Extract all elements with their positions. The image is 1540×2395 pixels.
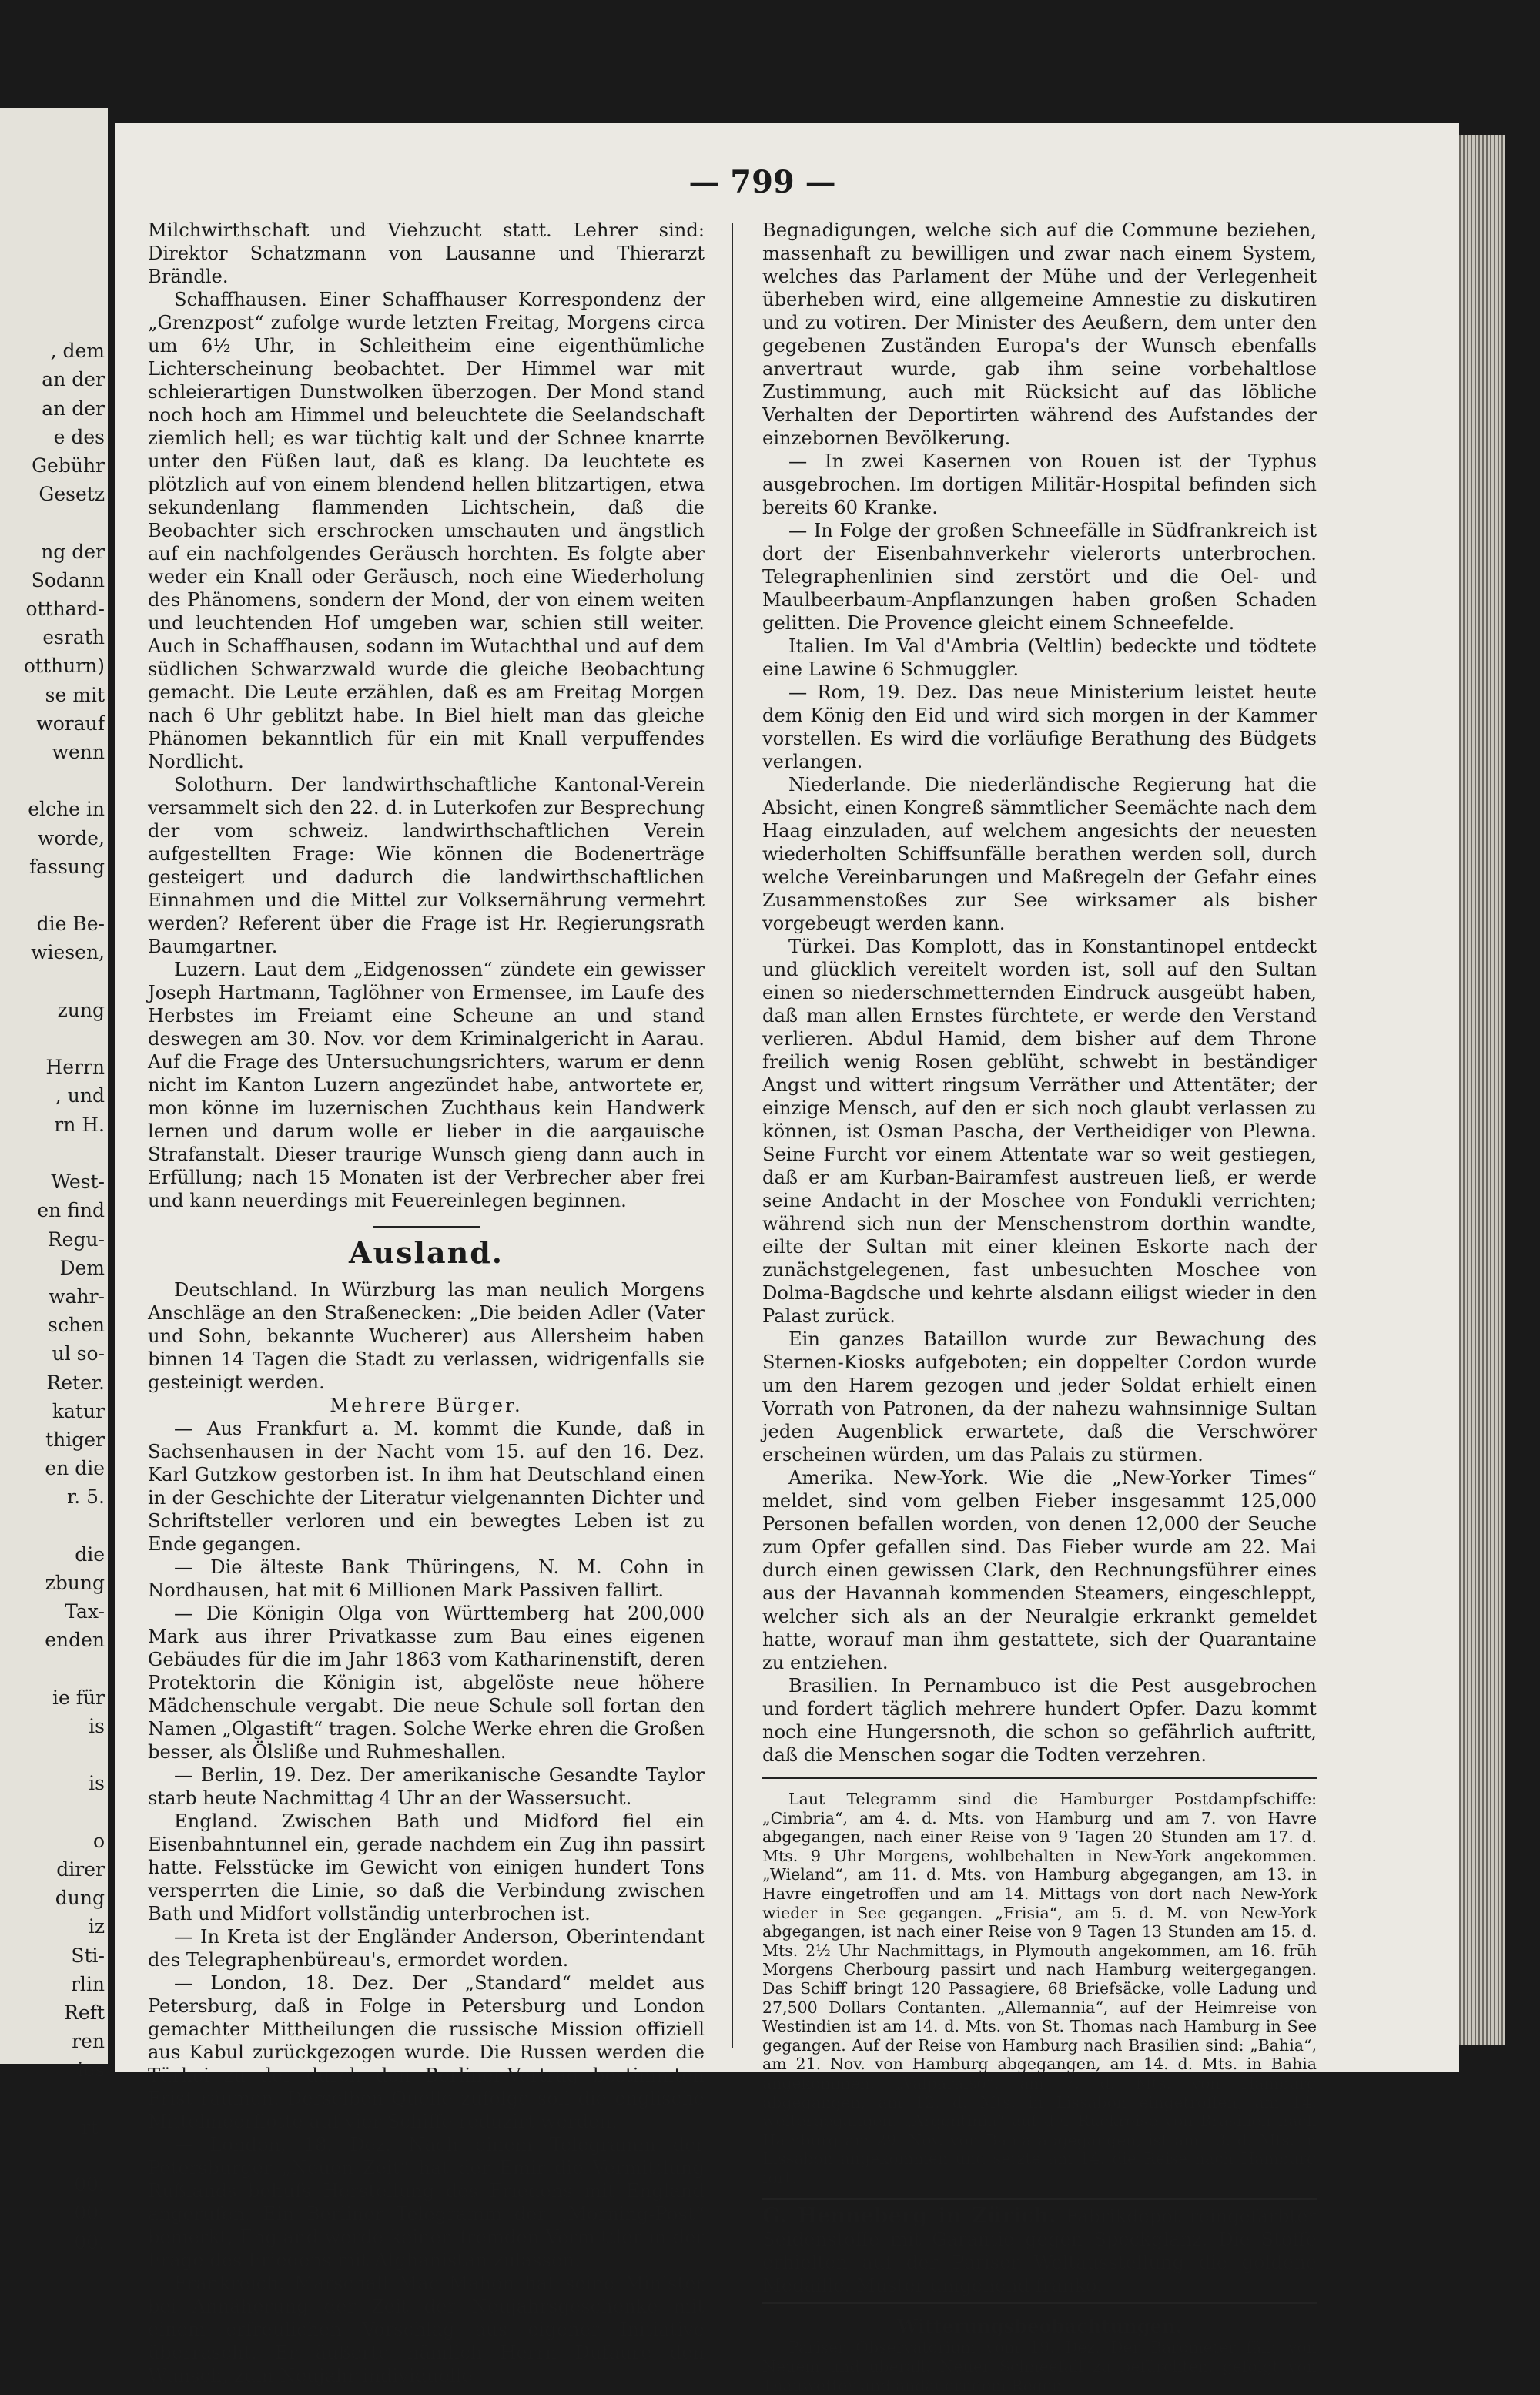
left-fragment-line: [3, 2142, 105, 2170]
left-fragment-line: [3, 766, 105, 795]
left-fragment-line: [3, 1655, 105, 1683]
left-fragment-line: elche in: [28, 798, 105, 821]
weather-text: Pariser Observatorium vom 19. Dez. Der Barometer fällt von Neuem und überall. Neuer Schneefall zu befürchten, gefolgt von Thauwetter und andauerndem Regen.: [762, 2338, 1317, 2395]
article-amerika: Amerika. New-York. Wie die „New-Yorker Times“ meldet, sind vom gelben Fieber insgesammt 125,000 Personen befallen worden, von denen 12,000 der Seuche zum Opfer gefallen sind. Das Fieber wurde am 22. Mai durch einen gewissen Clark, den Rechnungsführer eines aus der Havannah kommenden Steamers, eingeschleppt, welcher sich als an der Neuralgie erkrankt gemeldet hatte, worauf man ihm gestattete, sich der Quarantaine zu entziehen.: [762, 1467, 1317, 1673]
left-fragment-line: ies: [77, 2058, 105, 2082]
left-fragment-line: Herrn: [45, 1056, 105, 1079]
left-fragment-line: e des: [53, 425, 105, 448]
left-fragment-line: se mit: [45, 683, 105, 706]
article-london-1: — London, 18. Dez. Der „Standard“ meldet aus Petersburg, daß in Folge in Petersburg und London gemachter Mittheilungen die russische Mission offiziell aus Kabul zurückgezogen wurde. Die Russen werden die Türkei zu der durch den Berliner-Vertrag bestimmten Frist räumen. Derselben Quelle zufolge soll die englische Mittelmeerflotte auf vier Schiffe reduzirt werden.: [148, 1972, 705, 2132]
left-fragment-line: Gesetz: [38, 483, 105, 506]
article-bank: — Die älteste Bank Thüringens, N. M. Cohn in Nordhausen, hat mit 6 Millionen Mark Passiven fallirt.: [148, 1556, 705, 1601]
article-niederlande: Niederlande. Die niederländische Regierung hat die Absicht, einen Kongreß sämmtlicher Seemächte nach dem Haag einzuladen, auf welchem angesichts der neuesten wiederholten Schiffsunfälle berathen werden soll, durch welche Vereinbarungen und Maßregeln der Gefahr eines Zusammenstoßes zur See wirksamer als bisher vorgebeugt werden kann.: [762, 774, 1317, 934]
left-fragment-line: Gebühr: [32, 454, 105, 477]
article-rouen: — In zwei Kasernen von Rouen ist der Typhus ausgebrochen. Im dortigen Militär-Hospital befinden sich bereits 60 Kranke.: [762, 451, 1317, 518]
article-rom: — Rom, 19. Dez. Das neue Ministerium leistet heute dem König den Eid und wird sich morgen in der Kammer vorstellen. Es wird die vorläufige Berathung des Büdgets verlangen.: [762, 682, 1317, 772]
left-fragment-line: esrath: [42, 626, 105, 649]
left-page-text: [3, 308, 105, 2371]
left-fragment-line: [3, 308, 105, 337]
left-fragment-line: [3, 967, 105, 996]
section-heading-ausland: Ausland.: [349, 1235, 504, 1270]
advert-henneberg: [762, 2198, 1317, 2304]
left-fragment-line: [3, 1740, 105, 1769]
left-fragment-line: die: [75, 1543, 105, 1566]
left-fragment-line: direr: [56, 1857, 105, 1881]
left-fragment-line: [3, 2342, 105, 2370]
left-fragment-line: wahr-: [49, 1285, 105, 1308]
left-fragment-line: en find: [37, 1199, 105, 1222]
left-fragment-line: wenn: [52, 741, 105, 764]
left-fragment-line: zbung: [45, 1571, 105, 1594]
left-fragment-line: rlin: [70, 1972, 105, 1995]
left-fragment-line: [3, 2256, 105, 2285]
left-fragment-line: Tax-: [65, 1600, 105, 1623]
left-fragment-line: en die: [45, 1457, 105, 1480]
article-brasilien: Brasilien. In Pernambuco ist die Pest ausgebrochen und fordert täglich mehrere hundert Opfer. Dazu kommt noch eine Hungersnoth, die schon so gefährlich auftritt, daß die Menschen sogar die Todten verzehren.: [762, 1675, 1317, 1766]
left-fragment-line: an der: [42, 397, 105, 420]
article-luzern: Luzern. Laut dem „Eidgenossen“ zündete ein gewisser Joseph Hartmann, Taglöhner von Ermensee, im Laufe des Herbstes im Freiamt eine Scheune an und stand deswegen am 30. Nov. vor dem Kriminalgericht in Aarau. Auf die Frage des Untersuchungsrichters, warum er denn nicht im Kanton Luzern angezündet habe, antwortete er, mon könne im luzernischen Zuchthaus kein Handwerk lernen und darum wolle er lieber in die aargauische Strafanstalt. Dieser traurige Wunsch gieng dann auch in Erfüllung; nach 15 Monaten ist der Verbrecher aber frei und kann neuerdings mit Feuereinlegen beginnen.: [148, 959, 705, 1211]
article-frankreich: Frankreich. Marschall Mac Mahon hat seine Minister bei Annäherung der Zeit der Neujahrsgeschenke mit einem erfreulichen Vorschlag aus eigener Initiative überrascht. Er äußerte nämlich Herrn Dufaure den Wunsch, zum Neujahr individuelle: [148, 2273, 705, 2387]
article-italien: Italien. Im Val d'Ambria (Veltlin) bedeckte und tödtete eine Lawine 6 Schmuggler.: [762, 635, 1317, 680]
article-bataillon: Ein ganzes Bataillon wurde zur Bewachung des Sternen-Kiosks aufgeboten; ein doppelter Cordon wurde um den Harem gezogen und jeder Soldat erhielt einen Vorrath von Patronen, da der nahezu wahnsinnige Sultan jeden Augenblick erwartete, daß die Verschwörer erscheinen würden, um das Palais zu stürmen.: [762, 1328, 1317, 1465]
article-london-2: — London, 18. Dez. Nach einem Telegramm der Petersburger „Neuen Zeit“ hat der Emir die Vermittlung Rußlands behufs Herstellung des Friedens mit England angerufen. Ein Berliner Telegramm der „Morning-Post“ bemerkt, England werde keinen fremden Vermittler in der Frage des Friedens mit Afghanistan zulassen.: [148, 2134, 705, 2271]
left-fragment-line: West-: [51, 1171, 105, 1194]
weather-title: Witterungsbeobachtungen.: [896, 2315, 1183, 2338]
section-rule: [373, 1226, 480, 1228]
left-fragment-line: is: [89, 1714, 105, 1737]
left-fragment-line: Sodann: [31, 568, 105, 591]
left-fragment-line: worauf: [36, 712, 105, 735]
article-schaffhausen: Schaffhausen. Einer Schaffhauser Korrespondenz der „Grenzpost“ zufolge wurde letzten Freitag, Morgens circa um 6½ Uhr, in Schleitheim eine eigenthümliche Lichterscheinung beobachtet. Der Himmel war mit schleierartigen Dunstwolken überzogen. Der Mond stand noch hoch am Himmel und beleuchtete die Seelandschaft ziemlich hell; es war tüchtig kalt und der Schnee knarrte unter den Füßen laut, daß es klang. Da leuchtete es plötzlich auf von einem blendend hellen blitzartigen, etwa sekundenlang flammenden Lichtschein, daß die Beobachter sich erschrocken umschauten und ängstlich auf ein nachfolgendes Geräusch horchten. Es folgte aber weder ein Knall oder Geräusch, noch eine Wiederholung des Phänomens, sondern der Mond, der von einem weiten und leuchtenden Hof umgeben war, schien still weiter. Auch in Schaffhausen, sodann im Wutachthal und auf dem südlichen Schwarzwald wurde die gleiche Beobachtung gemacht. Die Leute erzählen, daß es am Freitag Morgen nach 6 Uhr geblitzt habe. In Biel hielt man das gleiche Phänomen bekanntlich für ein mit Knall verpuffendes Nordlicht.: [148, 289, 705, 772]
article-tuerkei: Türkei. Das Komplott, das in Konstantinopel entdeckt und glücklich vereitelt worden ist, soll auf den Sultan einen so niederschmetternden Eindruck ausgeübt haben, daß man allen Ernstes fürchtete, er werde den Verstand verlieren. Abdul Hamid, dem bisher auf dem Throne freilich wenig Rosen geblüht, schwebt in beständiger Angst und wittert ringsum Verräther und Attentäter; der einzige Mensch, auf den er sich noch glaubt verlassen zu können, ist Osman Pascha, der Vertheidiger von Plewna. Seine Furcht vor einem Attentate war so weit gestiegen, daß er am Kurban-Bairamfest austreuen ließ, er werde seine Andacht in der Moschee von Fondukli verrichten; während sich nun der Menschenstrom dorthin wandte, eilte der Sultan mit einer kleinen Eskorte nach der zunächstgelegenen, fast unbesuchten Moschee von Dolma-Bagdsche und kehrte alsdann eiligst wieder in den Palast zurück.: [762, 936, 1317, 1327]
left-fragment-line: otthard-: [25, 598, 105, 621]
left-fragment-line: Regu-: [47, 1228, 105, 1251]
article-suedfrankreich: — In Folge der großen Schneefälle in Südfrankreich ist dort der Eisenbahnverkehr vielerorts unterbrochen. Telegraphenlinien sind zerstört und die Oel- und Maulbeerbaum-Anpflanzungen haben großen Schaden gelitten. Die Provence gleicht einem Schneefelde.: [762, 520, 1317, 634]
left-fragment-line: dung: [55, 1887, 105, 1910]
left-fragment-line: is: [89, 1772, 105, 1795]
left-fragment-line: katur: [52, 1399, 105, 1422]
left-fragment-line: schen: [48, 1314, 105, 1337]
left-fragment-line: r. 5.: [67, 1486, 105, 1509]
telegram-notice: Laut Telegramm sind die Hamburger Postdampfschiffe: „Cimbria“, am 4. d. Mts. von Hamburg und am 7. von Havre abgegangen, nach einer Reise von 9 Tagen 20 Stunden am 17. d. Mts. 9 Uhr Morgens, wohlbehalten in New-York angekommen. „Wieland“, am 11. d. Mts. von Hamburg abgegangen, am 13. in Havre eingetroffen und am 14. Mittags von dort nach New-York wieder in See gegangen. „Frisia“, am 5. d. M. von New-York abgegangen, ist nach einer Reise von 9 Tagen 13 Stunden am 15. d. Mts. 2½ Uhr Nachmittags, in Plymouth angekommen, am 16. früh Morgens Cherbourg passirt und nach Hamburg weitergegangen. Das Schiff bringt 120 Passagiere, 68 Briefsäcke, volle Ladung und 27,500 Dollars Contanten. „Allemannia“, auf der Heimreise von Westindien ist am 14. d. Mts. von St. Thomas nach Hamburg in See gegangen. Auf der Reise von Hamburg nach Brasilien sind: „Bahia“, am 21. Nov. von Hamburg abgegangen, am 14. d. Mts. in Bahia angekommen. „Valparaiso“, am 7. d. Mts. von Hamburg abgegangen, am 12. d. Mts. in Lissabon eingetroffen, am 14. weitergegangen. „Argentinia“ auf der Rückreise von Brasilien nach Hamburg am 29. Nov. von Bahia abgegangen, ist am 13. d. Mts. in Lissabon angekommen und setzte am 14. die Reise nach Hamburg fort.: [762, 1790, 1317, 2187]
left-fragment-line: [3, 1024, 105, 1053]
advert-text: Fabrikdepot reingefärbter Seidenstoffe mit Garantie gegen Speckglanz. Die Stoffe erhielten auf der Pariser Weltausstellung die goldene Medaille. Muster umgehend franko.: [762, 2206, 1317, 2297]
left-page-fragment: [0, 108, 108, 2253]
left-fragment-line: otthurn): [23, 655, 105, 678]
left-fragment-line: 00.: [74, 2202, 105, 2225]
left-fragment-line: Reter.: [46, 1371, 105, 1394]
left-fragment-line: rt-: [81, 2115, 105, 2139]
article-kreta: — In Kreta ist der Engländer Anderson, Oberintendant des Telegraphenbüreau's, ermordet worden.: [148, 1926, 705, 1971]
left-fragment-line: thiger: [45, 1428, 105, 1451]
left-fragment-line: [3, 2085, 105, 2113]
left-fragment-line: wiesen,: [31, 941, 105, 964]
left-fragment-line: iz: [88, 1915, 105, 1938]
signature: Mehrere Bürger.: [330, 1395, 523, 1416]
left-fragment-line: , dem: [50, 340, 105, 363]
left-fragment-line: [3, 508, 105, 537]
left-fragment-line: [3, 2313, 105, 2342]
article-england: England. Zwischen Bath und Midford fiel ein Eisenbahntunnel ein, gerade nachdem ein Zug ihn passirt hatte. Felsstücke im Gewicht von einigen hundert Tons versperrten die Linie, so daß die Verbindung zwischen Bath und Midfort vollständig unterbrochen ist.: [148, 1810, 705, 1924]
column-divider: [732, 223, 733, 2048]
left-fragment-line: rn H.: [54, 1113, 105, 1136]
article-frankreich-cont: Begnadigungen, welche sich auf die Commune beziehen, massenhaft zu bewilligen und zwar nach einem System, welches das Parlament der Mühe und der Verlegenheit überheben wird, eine allgemeine Amnestie zu diskutiren und zu votiren. Der Minister des Aeußern, dem unter den gegebenen Zuständen Europa's der Wunsch ebenfalls anvertraut wurde, gab ihm seine vorbehaltlose Zustimmung, auch mit Rücksicht auf das löbliche Verhalten der Deportirten während des Aufstandes der einzebornen Bevölkerung.: [762, 219, 1317, 449]
left-fragment-line: ul so-: [52, 1342, 105, 1365]
advert-name: G. Henneberg in Zürich.: [762, 2204, 1056, 2229]
left-fragment-line: [3, 1139, 105, 1167]
left-fragment-line: Sti-: [71, 1944, 105, 1967]
left-fragment-line: 00.: [74, 2173, 105, 2196]
left-fragment-line: die Be-: [36, 913, 105, 936]
left-fragment-line: [3, 1512, 105, 1540]
right-column: [762, 219, 1317, 2395]
left-fragment-line: 00.: [74, 2230, 105, 2253]
left-fragment-line: [3, 881, 105, 909]
article-deutschland: Deutschland. In Würzburg las man neulich Morgens Anschläge an den Straßenecken: „Die beiden Adler (Vater und Sohn, bekannte Wucherer) aus Allersheim haben binnen 14 Tagen die Stadt zu verlassen, widrigenfalls sie gesteinigt werden.: [148, 1279, 705, 1393]
article-olga: — Die Königin Olga von Württemberg hat 200,000 Mark aus ihrer Privatkasse zum Bau eines eigenen Gebäudes für die im Jahr 1863 vom Katharinenstift, deren Protektorin die Königin ist, abgelöste neue höhere Mädchenschule vergabt. Die neue Schule soll fortan den Namen „Olgastift“ tragen. Solche Werke ehren die Großen besser, als Ölsliße und Ruhmeshallen.: [148, 1603, 705, 1763]
left-fragment-line: ie für: [52, 1686, 105, 1709]
book-page-edges: [1459, 135, 1505, 2045]
page-number: — 799 —: [688, 164, 836, 200]
left-fragment-line: , und: [55, 1084, 105, 1107]
left-column: [148, 219, 705, 2387]
notice-rule: [762, 1777, 1317, 1779]
left-fragment-line: [3, 1798, 105, 1827]
left-fragment-line: Dem: [59, 1256, 105, 1279]
left-fragment-line: an der: [42, 368, 105, 391]
left-fragment-line: enden: [45, 1629, 105, 1652]
left-fragment-line: ng der: [41, 540, 105, 563]
left-fragment-line: ren: [72, 2030, 105, 2053]
article-milchwirthschaft: Milchwirthschaft und Viehzucht statt. Lehrer sind: Direktor Schatzmann von Lausanne und Thierarzt Brändle.: [148, 219, 705, 287]
left-fragment-line: [3, 2285, 105, 2313]
article-frankfurt: — Aus Frankfurt a. M. kommt die Kunde, daß in Sachsenhausen in der Nacht vom 15. auf den 16. Dez. Karl Gutzkow gestorben ist. In ihm hat Deutschland einen in der Geschichte der Literatur vielgenannten Dichter und Schriftsteller verloren und ein bewegtes Leben ist zu Ende gegangen.: [148, 1418, 705, 1555]
article-berlin: — Berlin, 19. Dez. Der amerikanische Gesandte Taylor starb heute Nachmittag 4 Uhr an der Wassersucht.: [148, 1764, 705, 1809]
left-fragment-line: Reft: [64, 2001, 105, 2024]
left-fragment-line: zung: [57, 998, 105, 1021]
left-fragment-line: o: [92, 1829, 105, 1852]
left-fragment-line: worde,: [37, 826, 105, 849]
left-fragment-line: fassung: [28, 855, 105, 878]
article-solothurn: Solothurn. Der landwirthschaftliche Kantonal-Verein versammelt sich den 22. d. in Luterkofen zur Besprechung der vom schweiz. landwirthschaftlichen Verein aufgestellten Frage: Wie können die Bodenerträge gesteigert und dadurch die landwirthschaftlichen Einnahmen und die Mittel zur Volksernährung vermehrt werden? Referent über die Frage ist Hr. Regierungsrath Baumgartner.: [148, 774, 705, 957]
